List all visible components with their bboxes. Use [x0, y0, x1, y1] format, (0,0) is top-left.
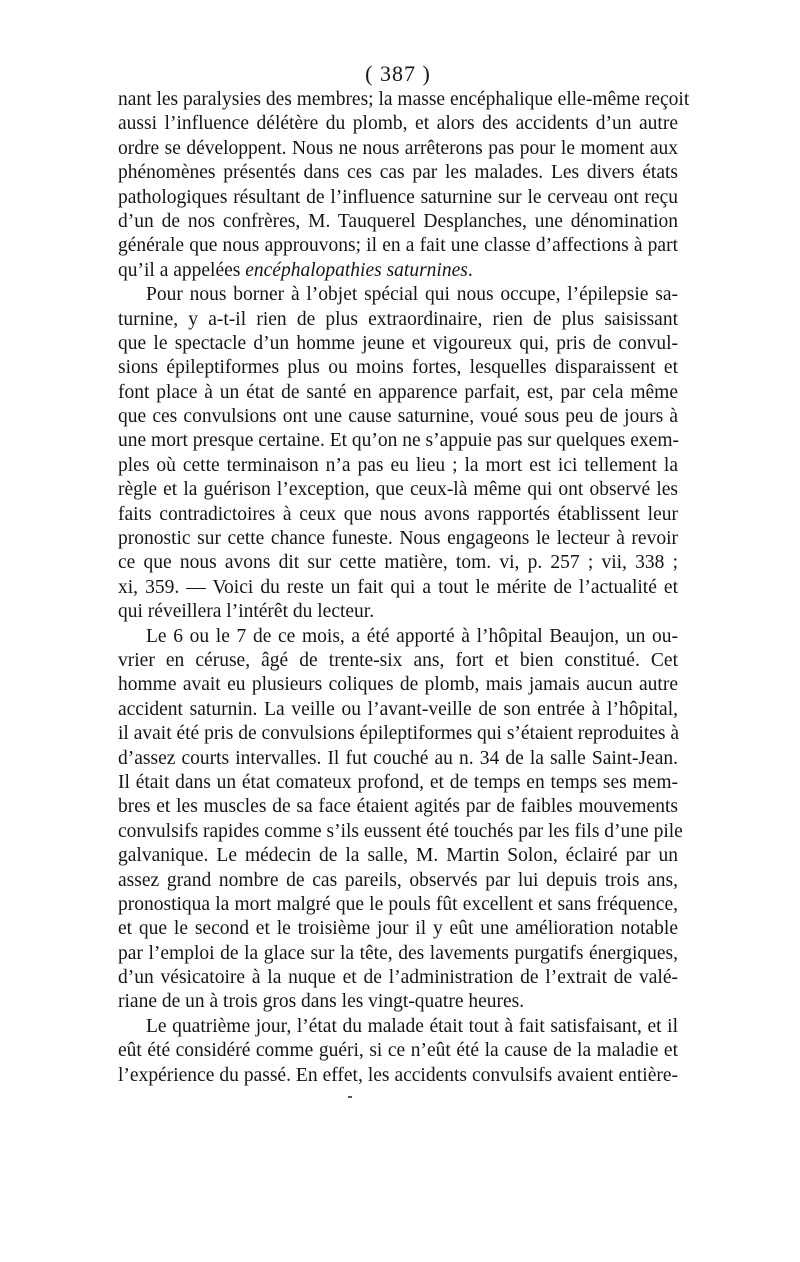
- text-line: vrier en céruse, âgé de trente-six ans, fort et bien constitué. Cet: [118, 649, 678, 671]
- text-line: homme avait eu plusieurs coliques de plomb, mais jamais aucun autre: [118, 674, 678, 696]
- text-line: pronostiqua la mort malgré que le pouls fût excellent et sans fréquence,: [118, 893, 678, 915]
- text-line: convulsifs rapides comme s’ils eussent été touchés par les fils d’une pile: [118, 820, 683, 842]
- text-line: sions épileptiformes plus ou moins fortes, lesquelles disparaissent et: [118, 357, 678, 379]
- text-line: Le 6 ou le 7 de ce mois, a été apporté à l’hôpital Beaujon, un ou-: [146, 625, 678, 647]
- text-line: nant les paralysies des membres; la masse encéphalique elle-même reçoit: [118, 89, 690, 110]
- text-line: xi, 359. — Voici du reste un fait qui a tout le mérite de l’actualité et: [118, 576, 678, 598]
- text-line: font place à un état de santé en apparence parfait, est, par cela même: [118, 381, 678, 403]
- text-line: générale que nous approuvons; il en a fait une classe d’affections à part: [118, 235, 678, 257]
- text-line: assez grand nombre de cas pareils, observés par lui depuis trois ans,: [118, 869, 678, 891]
- text-line: qui réveillera l’intérêt du lecteur.: [118, 601, 375, 623]
- text-line: ordre se développent. Nous ne nous arrêterons pas pour le moment aux: [118, 137, 678, 159]
- text-line: une mort presque certaine. Et qu’on ne s’appuie pas sur quelques exem-: [118, 430, 679, 452]
- ink-speck: [348, 1096, 352, 1098]
- body-text: [118, 88, 690, 1088]
- text-line: aussi l’influence délétère du plomb, et alors des accidents d’un autre: [118, 113, 678, 135]
- text-line: que le spectacle d’un homme jeune et vigoureux qui, pris de convul-: [118, 332, 678, 354]
- book-page: [118, 60, 690, 1088]
- text-line: turnine, y a-t-il rien de plus extraordinaire, rien de plus saisissant: [118, 308, 678, 330]
- text-line: Il était dans un état comateux profond, et de temps en temps ses mem-: [118, 771, 678, 793]
- text-line: Pour nous borner à l’objet spécial qui nous occupe, l’épilepsie sa-: [146, 284, 678, 306]
- text-line: phénomènes présentés dans ces cas par les malades. Les divers états: [118, 162, 678, 184]
- text-line: et que le second et le troisième jour il y eût une amélioration notable: [118, 918, 678, 940]
- text-line: l’expérience du passé. En effet, les accidents convulsifs avaient entière-: [118, 1064, 678, 1086]
- text-line: galvanique. Le médecin de la salle, M. Martin Solon, éclairé par un: [118, 845, 678, 867]
- text-line: il avait été pris de convulsions épileptiformes qui s’étaient reproduites à: [118, 723, 680, 745]
- text-line: d’assez courts intervalles. Il fut couché au n. 34 de la salle Saint-Jean.: [118, 747, 678, 769]
- text-line: règle et la guérison l’exception, que ceux-là même qui ont observé les: [118, 479, 678, 501]
- text-line: qu’il a appelées encéphalopathies saturnines.: [118, 259, 473, 281]
- text-line: d’un de nos confrères, M. Tauquerel Desplanches, une dénomination: [118, 210, 678, 232]
- text-line: eût été considéré comme guéri, si ce n’eût été la cause de la maladie et: [118, 1040, 678, 1062]
- text-line: accident saturnin. La veille ou l’avant-veille de son entrée à l’hôpital,: [118, 698, 678, 720]
- text-line: Le quatrième jour, l’état du malade était tout à fait satisfaisant, et il: [146, 1015, 678, 1037]
- page-number: ( 387 ): [365, 61, 431, 86]
- text-line: pronostic sur cette chance funeste. Nous engageons le lecteur à revoir: [118, 528, 678, 550]
- text-line: que ces convulsions ont une cause saturnine, voué sous peu de jours à: [118, 406, 678, 428]
- text-line: par l’emploi de la glace sur la tête, des lavements purgatifs énergiques,: [118, 942, 678, 964]
- text-line: faits contradictoires à ceux que nous avons rapportés établissent leur: [118, 503, 678, 525]
- text-line: riane de un à trois gros dans les vingt-quatre heures.: [118, 991, 525, 1013]
- text-line: pathologiques résultant de l’influence saturnine sur le cerveau ont reçu: [118, 186, 678, 208]
- text-line: bres et les muscles de sa face étaient agités par de faibles mouvements: [118, 796, 678, 818]
- text-line: d’un vésicatoire à la nuque et de l’administration de l’extrait de valé-: [118, 967, 678, 989]
- text-line: ce que nous avons dit sur cette matière, tom. vi, p. 257 ; vii, 338 ;: [118, 552, 678, 574]
- text-line: ples où cette terminaison n’a pas eu lieu ; la mort est ici tellement la: [118, 454, 678, 476]
